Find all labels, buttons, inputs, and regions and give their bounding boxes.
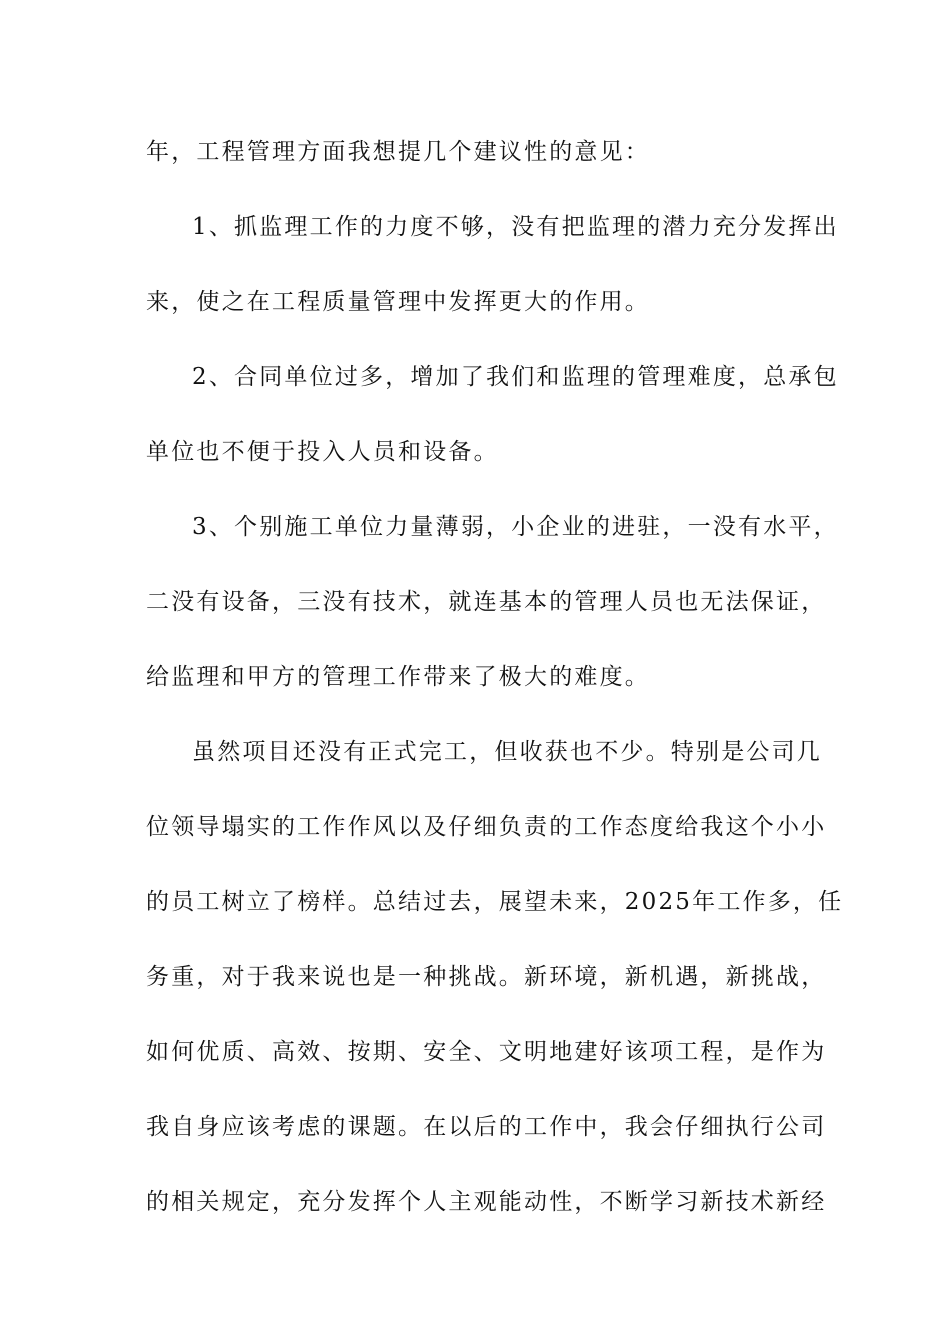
text-line: 来，使之在工程质量管理中发挥更大的作用。 — [146, 289, 650, 315]
text-line: 给监理和甲方的管理工作带来了极大的难度。 — [146, 664, 650, 690]
text-line: 年，工程管理方面我想提几个建议性的意见： — [146, 139, 650, 165]
text-line: 3、个别施工单位力量薄弱，小企业的进驻，一没有水平， — [192, 514, 839, 540]
text-line: 的相关规定，充分发挥个人主观能动性，不断学习新技术新经 — [146, 1189, 827, 1215]
text-line: 1、抓监理工作的力度不够，没有把监理的潜力充分发挥出 — [192, 214, 839, 240]
text-line: 位领导塌实的工作作风以及仔细负责的工作态度给我这个小小 — [146, 814, 827, 840]
text-line: 二没有设备，三没有技术，就连基本的管理人员也无法保证， — [146, 589, 827, 615]
text-line: 虽然项目还没有正式完工，但收获也不少。特别是公司几 — [192, 739, 822, 765]
text-line: 2、合同单位过多，增加了我们和监理的管理难度，总承包 — [192, 364, 839, 390]
text-line: 我自身应该考虑的课题。在以后的工作中，我会仔细执行公司 — [146, 1114, 827, 1140]
text-line: 务重，对于我来说也是一种挑战。新环境，新机遇，新挑战， — [146, 964, 827, 990]
text-line: 单位也不便于投入人员和设备。 — [146, 439, 499, 465]
text-line: 如何优质、高效、按期、安全、文明地建好该项工程，是作为 — [146, 1039, 827, 1065]
text-line: 的员工树立了榜样。总结过去，展望未来，2025年工作多，任 — [146, 889, 844, 915]
